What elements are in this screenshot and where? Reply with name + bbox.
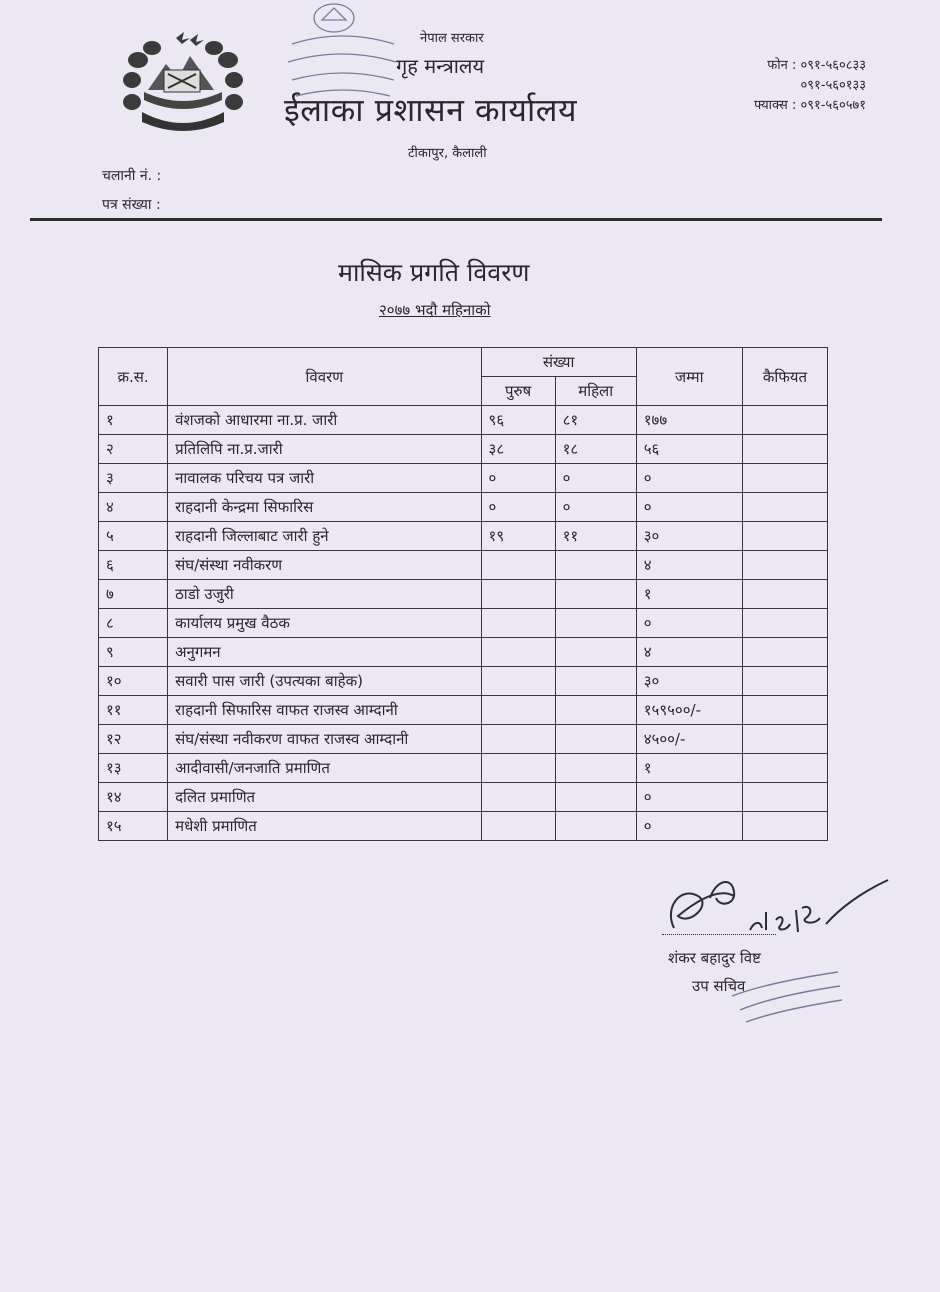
cell-total: ०: [636, 812, 742, 841]
cell-remarks: [742, 812, 827, 841]
cell-description: राहदानी सिफारिस वाफत राजस्व आम्दानी: [168, 696, 481, 725]
cell-female: १८: [555, 435, 636, 464]
cell-total: ०: [636, 609, 742, 638]
table-row: [99, 551, 828, 580]
cell-remarks: [742, 754, 827, 783]
progress-table: [98, 347, 828, 841]
table-row: [99, 609, 828, 638]
cell-male: [481, 754, 555, 783]
cell-description: मधेशी प्रमाणित: [168, 812, 481, 841]
table-row: [99, 725, 828, 754]
cell-female: ०: [555, 493, 636, 522]
cell-sn: २: [99, 435, 168, 464]
office-seal-stamp: [282, 0, 402, 100]
table-row: [99, 406, 828, 435]
cell-total: १७७: [636, 406, 742, 435]
phone-line-2: ०९१-५६०१३३: [800, 78, 866, 93]
table-row: [99, 667, 828, 696]
cell-total: १: [636, 580, 742, 609]
office-name: ईलाका प्रशासन कार्यालय: [284, 91, 578, 129]
cell-female: [555, 609, 636, 638]
cell-female: [555, 667, 636, 696]
fax-line: फ्याक्स : ०९१-५६०५७१: [754, 98, 866, 113]
cell-remarks: [742, 667, 827, 696]
cell-male: [481, 551, 555, 580]
phone-line-1: फोन : ०९१-५६०८३३: [767, 58, 866, 73]
cell-remarks: [742, 551, 827, 580]
cell-description: आदीवासी/जनजाति प्रमाणित: [168, 754, 481, 783]
cell-female: [555, 754, 636, 783]
government-name: नेपाल सरकार: [420, 31, 484, 46]
letter-number-label: पत्र संख्या :: [102, 197, 161, 213]
cell-sn: ९: [99, 638, 168, 667]
report-title: मासिक प्रगति विवरण: [338, 258, 530, 287]
cell-description: प्रतिलिपि ना.प्र.जारी: [168, 435, 481, 464]
cell-total: ०: [636, 464, 742, 493]
cell-description: कार्यालय प्रमुख वैठक: [168, 609, 481, 638]
cell-sn: १०: [99, 667, 168, 696]
cell-female: [555, 696, 636, 725]
table-row: [99, 522, 828, 551]
cell-female: ११: [555, 522, 636, 551]
cell-total: ४५००/-: [636, 725, 742, 754]
cell-female: [555, 725, 636, 754]
cell-remarks: [742, 435, 827, 464]
cell-male: [481, 667, 555, 696]
cell-sn: १२: [99, 725, 168, 754]
cell-total: ५६: [636, 435, 742, 464]
table-row: [99, 783, 828, 812]
table-row: [99, 435, 828, 464]
signatory-name-stamp: [728, 968, 846, 1024]
cell-female: [555, 638, 636, 667]
cell-remarks: [742, 783, 827, 812]
office-location: टीकापुर, कैलाली: [408, 146, 487, 161]
cell-total: ४: [636, 638, 742, 667]
cell-female: ८१: [555, 406, 636, 435]
cell-description: सवारी पास जारी (उपत्यका बाहेक): [168, 667, 481, 696]
cell-remarks: [742, 609, 827, 638]
signatory-designation: उप सचिव: [692, 977, 746, 995]
table-row: [99, 696, 828, 725]
cell-sn: १३: [99, 754, 168, 783]
header-sn: क्र.स.: [99, 348, 168, 406]
cell-remarks: [742, 464, 827, 493]
cell-remarks: [742, 725, 827, 754]
cell-male: [481, 696, 555, 725]
report-subtitle: २०७७ भदौ महिनाको: [379, 301, 491, 319]
cell-male: [481, 638, 555, 667]
cell-male: ०: [481, 464, 555, 493]
cell-description: ठाडो उजुरी: [168, 580, 481, 609]
header-remarks: कैफियत: [742, 348, 827, 406]
cell-remarks: [742, 522, 827, 551]
cell-description: संघ/संस्था नवीकरण: [168, 551, 481, 580]
header-female: महिला: [555, 377, 636, 406]
cell-description: संघ/संस्था नवीकरण वाफत राजस्व आम्दानी: [168, 725, 481, 754]
table-row: [99, 464, 828, 493]
table-row: [99, 754, 828, 783]
cell-male: [481, 609, 555, 638]
cell-male: [481, 812, 555, 841]
cell-remarks: [742, 580, 827, 609]
cell-male: ०: [481, 493, 555, 522]
cell-sn: ६: [99, 551, 168, 580]
cell-remarks: [742, 406, 827, 435]
contact-block: [754, 56, 866, 116]
cell-total: ०: [636, 783, 742, 812]
table-row: [99, 580, 828, 609]
cell-sn: ७: [99, 580, 168, 609]
nepal-emblem-logo: [118, 30, 248, 138]
header-divider: [30, 218, 882, 221]
cell-total: ०: [636, 493, 742, 522]
table-row: [99, 638, 828, 667]
cell-remarks: [742, 638, 827, 667]
cell-male: [481, 725, 555, 754]
cell-sn: १५: [99, 812, 168, 841]
cell-female: [555, 580, 636, 609]
cell-description: नावालक परिचय पत्र जारी: [168, 464, 481, 493]
cell-total: ४: [636, 551, 742, 580]
cell-total: ३०: [636, 522, 742, 551]
cell-female: ०: [555, 464, 636, 493]
cell-sn: ५: [99, 522, 168, 551]
cell-sn: १: [99, 406, 168, 435]
cell-remarks: [742, 696, 827, 725]
cell-description: अनुगमन: [168, 638, 481, 667]
cell-female: [555, 551, 636, 580]
header-male: पुरुष: [481, 377, 555, 406]
cell-male: ३८: [481, 435, 555, 464]
cell-description: वंशजको आधारमा ना.प्र. जारी: [168, 406, 481, 435]
cell-sn: ४: [99, 493, 168, 522]
table-row: [99, 812, 828, 841]
cell-male: [481, 580, 555, 609]
cell-description: राहदानी केन्द्रमा सिफारिस: [168, 493, 481, 522]
cell-sn: १४: [99, 783, 168, 812]
cell-male: [481, 783, 555, 812]
cell-total: १: [636, 754, 742, 783]
header-count: संख्या: [481, 348, 636, 377]
signature-line: [662, 934, 776, 935]
table-body: [99, 406, 828, 841]
header-description: विवरण: [168, 348, 481, 406]
cell-male: १९: [481, 522, 555, 551]
cell-description: राहदानी जिल्लाबाट जारी हुने: [168, 522, 481, 551]
cell-sn: ११: [99, 696, 168, 725]
cell-total: ३०: [636, 667, 742, 696]
cell-total: १५९५००/-: [636, 696, 742, 725]
cell-female: [555, 783, 636, 812]
cell-description: दलित प्रमाणित: [168, 783, 481, 812]
table-row: [99, 493, 828, 522]
dispatch-number-label: चलानी नं. :: [102, 168, 162, 184]
cell-sn: ३: [99, 464, 168, 493]
cell-female: [555, 812, 636, 841]
handwritten-signature: [650, 868, 890, 948]
cell-remarks: [742, 493, 827, 522]
cell-male: ९६: [481, 406, 555, 435]
header-total: जम्मा: [636, 348, 742, 406]
signatory-name: शंकर बहादुर विष्ट: [668, 949, 761, 967]
cell-sn: ८: [99, 609, 168, 638]
ministry-name: गृह मन्त्रालय: [396, 54, 485, 78]
